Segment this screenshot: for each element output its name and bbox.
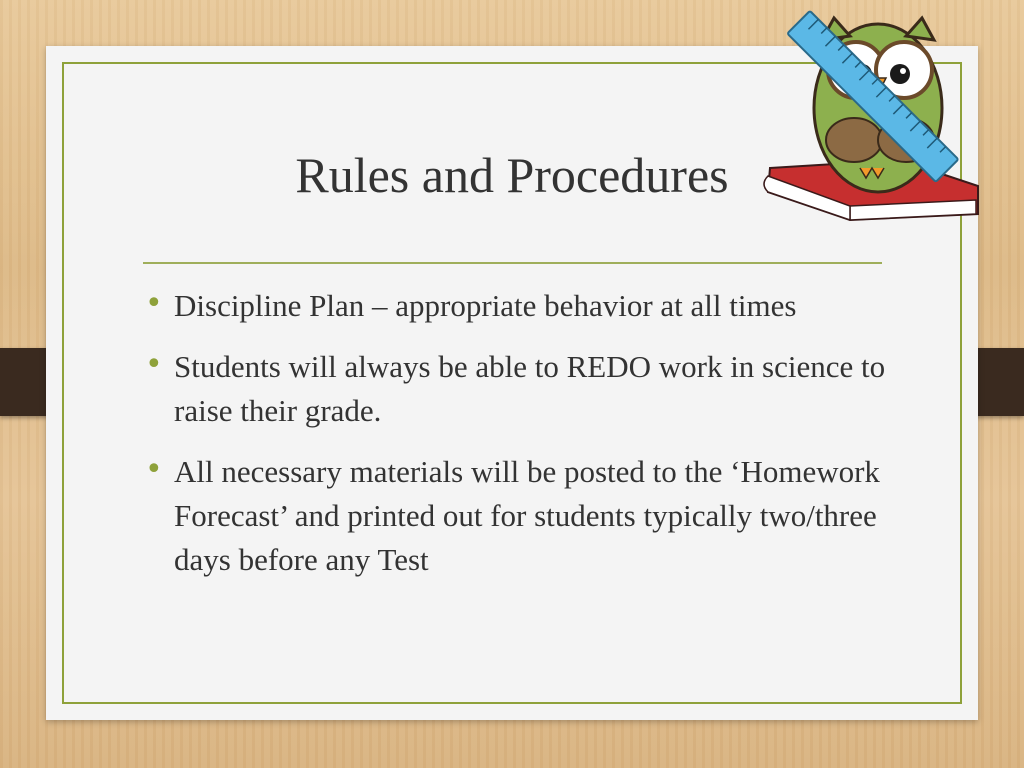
title-divider: [143, 262, 882, 264]
bullet-text: All necessary materials will be posted to the ‘Homework Forecast’ and printed out for students typically two/three days before any Test: [174, 454, 880, 577]
bullet-item: [143, 345, 903, 433]
bullet-text: Students will always be able to REDO work in science to raise their grade.: [174, 349, 886, 428]
bullet-text: Discipline Plan – appropriate behavior at all times: [174, 288, 797, 323]
owl-clipart-icon: [750, 0, 990, 235]
bullet-icon: •: [145, 286, 163, 321]
bullet-icon: •: [145, 452, 163, 487]
bullet-list: [143, 284, 903, 599]
bullet-item: [143, 450, 903, 582]
bullet-icon: •: [145, 347, 163, 382]
slide-title: Rules and Procedures: [295, 147, 729, 203]
bullet-item: [143, 284, 903, 328]
